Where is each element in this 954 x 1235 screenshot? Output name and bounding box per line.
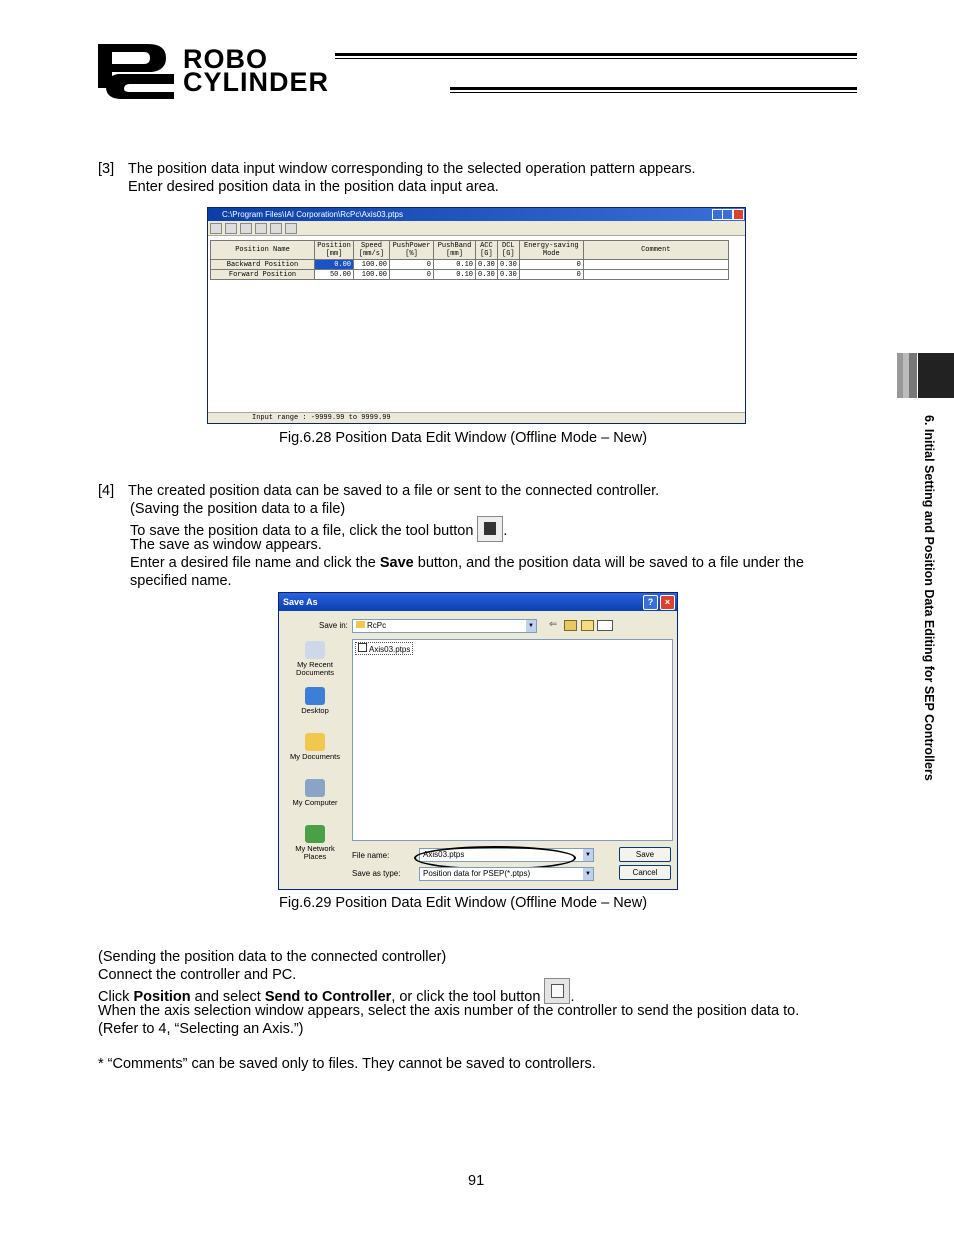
figure-caption-628: Fig.6.28 Position Data Edit Window (Offline Mode – New) [279, 430, 648, 446]
col-speed: Speed [mm/s] [354, 241, 390, 260]
chevron-down-icon: ▼ [583, 868, 593, 880]
close-button[interactable]: × [660, 595, 675, 610]
place-desktop[interactable]: Desktop [285, 687, 345, 715]
figure-caption-629: Fig.6.29 Position Data Edit Window (Offline Mode – New) [279, 895, 648, 911]
chapter-tab [918, 353, 954, 398]
recent-documents-icon [305, 641, 325, 659]
step4-line3: To save the position data to a file, click the tool button . [130, 518, 507, 544]
save-as-type-label: Save as type: [352, 869, 401, 878]
cell-dcl[interactable]: 0.30 [497, 260, 519, 270]
send-line1: (Sending the position data to the connected controller) [98, 949, 447, 965]
cell-position[interactable]: 0.00 [315, 260, 354, 270]
save-as-titlebar [279, 593, 677, 611]
help-button[interactable]: ? [643, 595, 658, 610]
step4-line4: The save as window appears. [130, 537, 322, 553]
row-name: Forward Position [211, 270, 315, 280]
save-button[interactable]: Save [619, 847, 671, 862]
save-as-title: Save As [283, 597, 318, 607]
header-rule-bottom [450, 87, 857, 90]
send-tool-button-icon [544, 978, 570, 1004]
table-row [211, 260, 729, 270]
my-documents-icon [305, 733, 325, 751]
grid-header-row [211, 241, 729, 260]
paste-icon[interactable] [285, 223, 297, 234]
position-data-grid [210, 240, 729, 280]
my-computer-icon [305, 779, 325, 797]
views-menu-icon[interactable] [597, 620, 613, 631]
window1-status-bar [208, 412, 745, 423]
cell-comment[interactable] [583, 270, 728, 280]
header-rule-top-thin [335, 58, 857, 59]
send-line5: (Refer to 4, “Selecting an Axis.”) [98, 1021, 304, 1037]
cell-acc[interactable]: 0.30 [476, 270, 498, 280]
col-energy-saving: Energy-saving Mode [519, 241, 583, 260]
network-places-icon [305, 825, 325, 843]
cell-dcl[interactable]: 0.30 [497, 270, 519, 280]
header-rule-top [335, 53, 857, 56]
step3-line2: Enter desired position data in the position data input area. [128, 179, 499, 195]
chevron-down-icon: ▼ [583, 849, 593, 861]
header-rule-bottom-thin [450, 92, 857, 93]
copy-icon[interactable] [270, 223, 282, 234]
col-dcl: DCL [G] [497, 241, 519, 260]
col-acc: ACC [G] [476, 241, 498, 260]
col-position: Position [mm] [315, 241, 354, 260]
cell-pushband[interactable]: 0.10 [434, 270, 476, 280]
file-name-label: File name: [352, 851, 390, 860]
save-as-type-dropdown[interactable]: Position data for PSEP(*.ptps) ▼ [419, 867, 594, 881]
logo-line-cylinder: CYLINDER [183, 67, 330, 97]
list-item[interactable]: Axis03.ptps [355, 642, 413, 655]
file-list[interactable] [352, 639, 673, 841]
col-position-name: Position Name [211, 241, 315, 260]
place-my-computer[interactable]: My Computer [285, 779, 345, 807]
step3-line1: The position data input window corresponding to the selected operation pattern appears. [128, 161, 696, 177]
comments-note: * “Comments” can be saved only to files. They cannot be saved to controllers. [98, 1056, 596, 1072]
save-tool-button-icon [477, 516, 503, 542]
step4-number: [4] [98, 483, 115, 499]
step4-line1: The created position data can be saved to a file or sent to the connected controller. [128, 483, 660, 499]
save-file-icon[interactable] [210, 223, 222, 234]
save-in-dropdown[interactable]: RcPc ▼ [352, 619, 537, 633]
window1-titlebar [208, 208, 745, 221]
cell-pushband[interactable]: 0.10 [434, 260, 476, 270]
cell-speed[interactable]: 100.00 [354, 260, 390, 270]
save-as-dialog [278, 592, 678, 890]
desktop-icon [305, 687, 325, 705]
cut-icon[interactable] [255, 223, 267, 234]
chapter-tab-shade [897, 353, 917, 398]
back-icon[interactable]: ⇐ [549, 619, 558, 630]
send-line3: Click Position and select Send to Controller, or click the tool button . [98, 984, 574, 1010]
send-line4: When the axis selection window appears, select the axis number of the controller to send the position data to. [98, 1003, 800, 1019]
cell-pushpower[interactable]: 0 [390, 270, 434, 280]
cell-position[interactable]: 50.00 [315, 270, 354, 280]
new-folder-icon[interactable] [581, 620, 594, 631]
row-name: Backward Position [211, 260, 315, 270]
send-line2: Connect the controller and PC. [98, 967, 297, 983]
col-comment: Comment [583, 241, 728, 260]
step3-number: [3] [98, 161, 115, 177]
file-name-input[interactable]: Axis03.ptps ▼ [419, 848, 594, 862]
window1-toolbar [208, 221, 745, 236]
up-folder-icon[interactable] [564, 620, 577, 631]
send-to-controller-icon[interactable] [225, 223, 237, 234]
chapter-label: 6. Initial Setting and Position Data Editing for SEP Controllers [922, 415, 936, 781]
window1-maximize-button[interactable] [722, 209, 733, 220]
step4-line5: Enter a desired file name and click the Save button, and the position data will be saved to a file under the [130, 555, 804, 571]
col-pushpower: PushPower [%] [390, 241, 434, 260]
cell-energy[interactable]: 0 [519, 260, 583, 270]
input-range-text: Input range : -9999.99 to 9999.99 [252, 414, 391, 422]
page-number: 91 [468, 1173, 485, 1189]
print-icon[interactable] [240, 223, 252, 234]
place-my-recent-documents[interactable]: My Recent Documents [285, 641, 345, 677]
window1-title: C:\Program Files\IAI Corporation\RcPc\Axis03.ptps [222, 210, 403, 219]
logo-wordmark [183, 44, 330, 97]
rc-logo-mark [96, 42, 176, 100]
file-icon [358, 643, 367, 652]
cell-acc[interactable]: 0.30 [476, 260, 498, 270]
step4-line2: (Saving the position data to a file) [130, 501, 346, 517]
folder-icon [356, 621, 365, 628]
step4-line6: specified name. [130, 573, 232, 589]
cancel-button[interactable]: Cancel [619, 865, 671, 880]
cell-energy[interactable]: 0 [519, 270, 583, 280]
table-row [211, 270, 729, 280]
position-data-edit-window [207, 207, 746, 424]
place-my-documents[interactable]: My Documents [285, 733, 345, 761]
cell-comment[interactable] [583, 260, 728, 270]
save-in-label: Save in: [319, 621, 348, 630]
window1-close-button[interactable] [733, 209, 744, 220]
cell-pushpower[interactable]: 0 [390, 260, 434, 270]
place-my-network-places[interactable]: My Network Places [285, 825, 345, 861]
logo-line-robo: ROBO [183, 44, 268, 74]
cell-speed[interactable]: 100.00 [354, 270, 390, 280]
chevron-down-icon: ▼ [526, 620, 536, 632]
col-pushband: PushBand [mm] [434, 241, 476, 260]
